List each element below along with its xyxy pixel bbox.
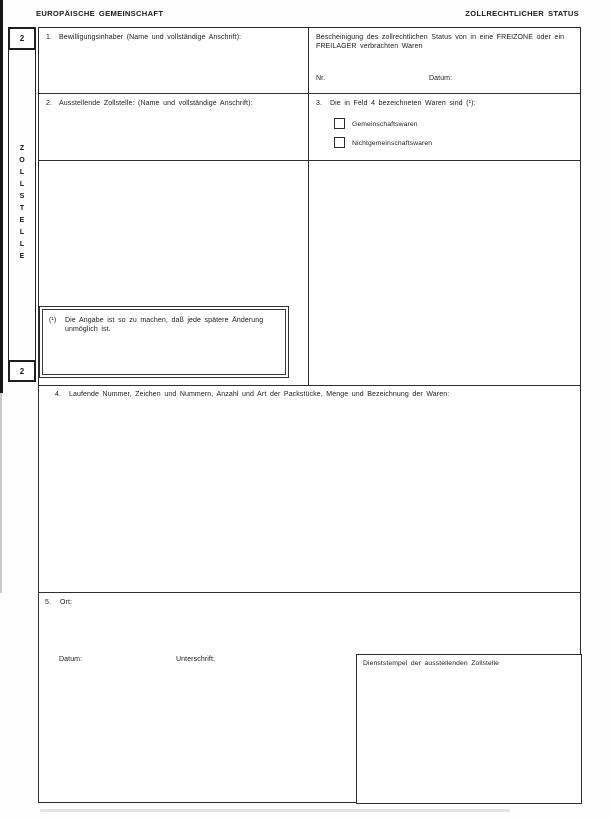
stamp-box-label: Dienststempel der ausstellenden Zollstelle <box>363 660 500 667</box>
copy-number-box-top <box>8 27 36 50</box>
field5-number: 5. <box>45 599 52 606</box>
footnote-text: Die Angabe ist so zu machen, daß jede spätere Änderung unmöglich ist. <box>65 317 264 333</box>
field3-number: 3. <box>316 100 323 107</box>
field5-unterschrift-label: Unterschrift: <box>176 656 216 663</box>
field1-label: Bewilligungsinhaber (Name und vollständige Anschrift): <box>59 34 242 41</box>
field3-label: Die in Feld 4 bezeichneten Waren sind (¹): <box>330 100 476 107</box>
row-divider-4 <box>39 592 580 593</box>
checkbox-nichtgemeinschaftswaren-label: Nichtgemeinschaftswaren <box>352 140 433 147</box>
side-band-label: ZOLLSTELLE <box>18 145 26 265</box>
scan-edge-artifact-fade <box>0 393 2 593</box>
stamp-box <box>356 654 582 804</box>
field5-datum-input-area[interactable] <box>84 652 164 666</box>
field5-unterschrift-input-area[interactable] <box>176 668 336 708</box>
checkbox-nichtgemeinschaftswaren[interactable] <box>334 137 345 148</box>
field4-input-area[interactable] <box>40 403 580 591</box>
scan-bottom-shadow <box>40 809 510 812</box>
field2-label: Ausstellende Zollstelle: (Name und vollständige Anschrift): <box>59 100 253 107</box>
field2-number: 2. <box>46 100 53 107</box>
footnote-marker: (¹) <box>49 317 57 324</box>
field5-datum-label: Datum: <box>59 656 83 663</box>
certificate-datum-input-area[interactable] <box>454 72 564 86</box>
copy-number-bottom: 2 <box>19 366 25 376</box>
field5-ort-input-area[interactable] <box>79 595 379 609</box>
certificate-nr-input-area[interactable] <box>331 72 421 86</box>
field2-input-area[interactable] <box>40 112 307 302</box>
field5-ort-label: Ort: <box>60 599 73 606</box>
stamp-area[interactable] <box>359 675 579 800</box>
certificate-datum-label: Datum: <box>429 75 453 82</box>
scan-edge-artifact <box>0 0 3 393</box>
field1-number: 1. <box>46 34 53 41</box>
row-divider-3 <box>39 385 580 386</box>
side-band <box>8 50 36 360</box>
form-body <box>38 27 581 803</box>
checkbox-gemeinschaftswaren[interactable] <box>334 118 345 129</box>
copy-number-top: 2 <box>19 34 25 43</box>
row-divider-1 <box>39 93 580 94</box>
footnote-box <box>39 306 289 378</box>
copy-number-box-bottom <box>8 360 36 382</box>
certificate-text: Bescheinigung des zollrechtlichen Status von in eine FREIZONE oder ein FREILAGER verbrachten Waren <box>316 34 565 50</box>
field1-input-area[interactable] <box>40 44 307 92</box>
certificate-nr-label: Nr. <box>316 75 326 82</box>
field4-label: Laufende Nummer, Zeichen und Nummern, Anzahl und Art der Packstücke, Menge und Bezeichnung der Waren: <box>69 391 450 398</box>
checkbox-gemeinschaftswaren-label: Gemeinschaftswaren <box>352 121 418 128</box>
field4-number: 4. <box>55 391 62 398</box>
form-title-left: EUROPÄISCHE GEMEINSCHAFT <box>36 9 164 18</box>
column-divider <box>308 28 309 386</box>
form-title-right: ZOLLRECHTLICHER STATUS <box>465 9 579 18</box>
